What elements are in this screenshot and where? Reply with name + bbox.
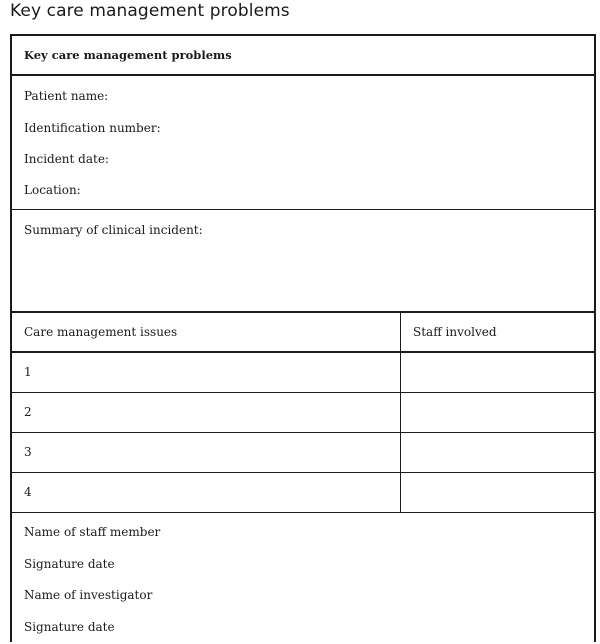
table-row — [12, 393, 594, 433]
incident-details-section — [12, 76, 594, 210]
identification-number-field[interactable]: Identification number: — [24, 121, 161, 135]
table-header-row — [12, 313, 594, 353]
patient-name-field[interactable]: Patient name: — [24, 89, 109, 103]
care-issues-table — [12, 313, 594, 513]
staff-name-field[interactable]: Name of staff member — [24, 525, 161, 539]
incident-date-field[interactable]: Incident date: — [24, 152, 109, 166]
column-header-staff-label: Staff involved — [413, 325, 497, 339]
signoff-section — [12, 513, 594, 644]
staff-cell[interactable] — [401, 473, 594, 512]
row-number: 1 — [24, 365, 32, 379]
staff-cell[interactable] — [401, 393, 594, 432]
column-header-issues — [12, 313, 401, 351]
investigator-signature-date-field[interactable]: Signature date — [24, 620, 115, 634]
issue-cell[interactable] — [12, 473, 401, 512]
column-header-staff — [401, 313, 594, 351]
table-row — [12, 433, 594, 473]
incident-form — [10, 34, 596, 642]
staff-signature-date-field[interactable]: Signature date — [24, 557, 115, 571]
location-field[interactable]: Location: — [24, 183, 81, 197]
clinical-summary-section[interactable] — [12, 210, 594, 313]
clinical-summary-label: Summary of clinical incident: — [24, 223, 203, 237]
form-header — [12, 36, 594, 76]
issue-cell[interactable] — [12, 353, 401, 392]
staff-cell[interactable] — [401, 353, 594, 392]
issue-cell[interactable] — [12, 393, 401, 432]
staff-cell[interactable] — [401, 433, 594, 472]
row-number: 4 — [24, 485, 32, 499]
row-number: 3 — [24, 445, 32, 459]
investigator-name-field[interactable]: Name of investigator — [24, 588, 153, 602]
form-header-title: Key care management problems — [24, 48, 232, 62]
column-header-issues-label: Care management issues — [24, 325, 178, 339]
row-number: 2 — [24, 405, 32, 419]
issue-cell[interactable] — [12, 433, 401, 472]
page-title: Key care management problems — [10, 1, 290, 21]
table-row — [12, 353, 594, 393]
table-row — [12, 473, 594, 513]
